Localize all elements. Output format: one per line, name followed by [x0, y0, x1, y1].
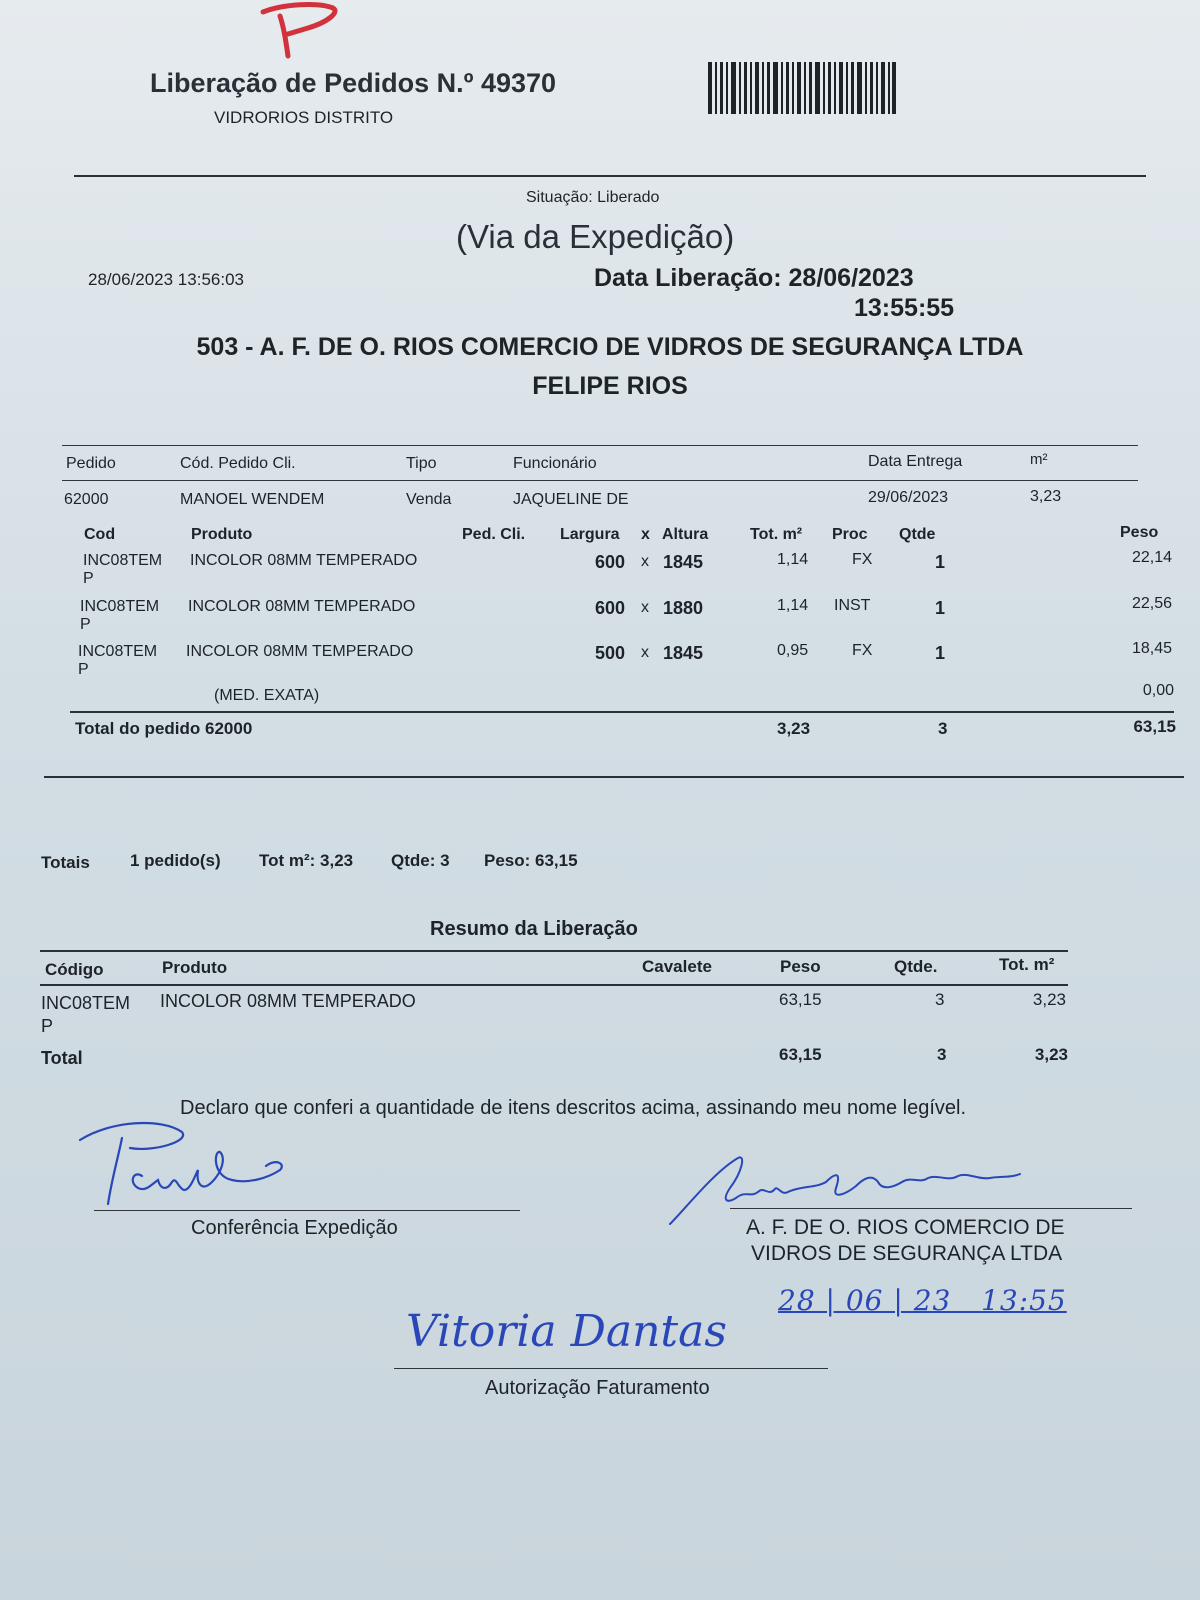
med-exata-label: (MED. EXATA) — [214, 687, 320, 704]
totals-tot-m2: Tot m²: 3,23 — [259, 851, 354, 870]
item-cod-cont: P — [78, 661, 89, 678]
summary-col-qtde: Qtde. — [894, 957, 938, 976]
order-pedido: 62000 — [64, 491, 109, 508]
via-label: (Via da Expedição) — [456, 218, 735, 255]
item-qtde: 1 — [935, 552, 946, 572]
company-line1: A. F. DE O. RIOS COMERCIO DE — [746, 1216, 1065, 1239]
item-proc: FX — [852, 642, 873, 659]
autorizacao-line — [394, 1368, 828, 1369]
summary-col-codigo: Código — [45, 960, 104, 979]
items-col-largura: Largura — [560, 526, 620, 543]
item-qtde: 1 — [935, 643, 946, 663]
barcode — [708, 62, 896, 114]
autorizacao-label: Autorização Faturamento — [485, 1377, 710, 1399]
summary-total-label: Total — [41, 1048, 83, 1068]
item-altura: 1845 — [663, 643, 704, 663]
client-name: 503 - A. F. DE O. RIOS COMERCIO DE VIDROS DE SEGURANÇA LTDA — [196, 333, 1024, 361]
summary-col-peso: Peso — [780, 957, 821, 976]
order-tipo: Venda — [406, 491, 452, 508]
totals-pedidos: 1 pedido(s) — [130, 851, 221, 870]
order-total-peso: 63,15 — [1133, 717, 1176, 736]
item-cod-cont: P — [80, 616, 91, 633]
summary-row-peso: 63,15 — [779, 990, 822, 1009]
summary-row-codigo: INC08TEM — [41, 993, 131, 1013]
order-table-top — [62, 445, 1138, 446]
items-col-qtde: Qtde — [899, 526, 936, 543]
item-tot-m2: 1,14 — [777, 597, 809, 614]
summary-total-tot-m2: 3,23 — [1034, 1045, 1068, 1064]
handwritten-name: Vitoria Dantas — [406, 1306, 727, 1357]
order-total-qtde: 3 — [938, 719, 948, 738]
items-col-produto: Produto — [191, 526, 253, 543]
item-largura: 600 — [595, 552, 626, 572]
section-divider — [44, 776, 1184, 778]
page-title: Liberação de Pedidos N.º 49370 — [150, 68, 557, 98]
summary-row-tot-m2: 3,23 — [1032, 990, 1066, 1009]
summary-col-produto: Produto — [162, 958, 228, 977]
item-cod-cont: P — [83, 570, 94, 587]
item-produto: INCOLOR 08MM TEMPERADO — [186, 643, 414, 660]
print-timestamp: 28/06/2023 13:56:03 — [88, 270, 244, 289]
conferencia-label: Conferência Expedição — [191, 1217, 398, 1239]
order-m2: 3,23 — [1030, 488, 1062, 505]
summary-row-codigo-cont: P — [41, 1016, 54, 1036]
summary-total-qtde: 3 — [937, 1045, 947, 1064]
item-proc: INST — [834, 597, 871, 614]
data-liberacao-time: 13:55:55 — [854, 294, 955, 322]
item-peso: 22,14 — [1131, 549, 1172, 566]
col-pedido: Pedido — [66, 455, 116, 472]
item-peso: 18,45 — [1131, 640, 1172, 657]
order-total-label: Total do pedido 62000 — [75, 719, 253, 738]
header-divider — [74, 175, 1146, 177]
item-largura: 600 — [595, 598, 626, 618]
col-funcionario: Funcionário — [513, 455, 597, 472]
corner-mark-glyph — [258, 0, 348, 60]
items-col-cod: Cod — [84, 526, 116, 543]
totals-qtde: Qtde: 3 — [391, 851, 450, 870]
totals-peso: Peso: 63,15 — [484, 851, 578, 870]
items-col-ped-cli: Ped. Cli. — [462, 526, 526, 543]
order-total-divider — [70, 711, 1174, 713]
item-tot-m2: 0,95 — [777, 642, 809, 659]
summary-top-line — [40, 950, 1068, 952]
item-x: x — [641, 644, 649, 661]
conferencia-signature — [72, 1118, 312, 1210]
item-altura: 1880 — [663, 598, 704, 618]
items-col-altura: Altura — [662, 526, 709, 543]
declaration: Declaro que conferi a quantidade de itens descritos acima, assinando meu nome legível. — [180, 1097, 967, 1119]
col-data-entrega: Data Entrega — [868, 453, 963, 470]
item-tot-m2: 1,14 — [777, 551, 809, 568]
items-col-x: x — [641, 526, 650, 543]
company-name: VIDRORIOS DISTRITO — [214, 108, 394, 127]
item-cod: INC08TEM — [78, 643, 158, 660]
company-signature-line — [730, 1208, 1132, 1209]
item-qtde: 1 — [935, 598, 946, 618]
items-col-tot-m2: Tot. m² — [750, 526, 803, 543]
col-tipo: Tipo — [406, 455, 437, 472]
summary-col-tot-m2: Tot. m² — [999, 955, 1055, 974]
items-col-proc: Proc — [832, 526, 868, 543]
item-produto: INCOLOR 08MM TEMPERADO — [190, 552, 418, 569]
col-cod-pedido-cli: Cód. Pedido Cli. — [180, 455, 296, 472]
situacao: Situação: Liberado — [526, 189, 660, 206]
client-contact: FELIPE RIOS — [532, 372, 688, 400]
order-header-underline — [62, 480, 1138, 481]
summary-header-underline — [40, 984, 1068, 986]
order-data-entrega: 29/06/2023 — [868, 489, 949, 506]
col-m2: m² — [1030, 451, 1048, 468]
order-funcionario: JAQUELINE DE — [513, 491, 629, 508]
med-exata-peso: 0,00 — [1142, 682, 1174, 699]
item-produto: INCOLOR 08MM TEMPERADO — [188, 598, 416, 615]
summary-total-peso: 63,15 — [779, 1045, 822, 1064]
summary-row-qtde: 3 — [935, 990, 945, 1009]
item-largura: 500 — [595, 643, 626, 663]
company-line2: VIDROS DE SEGURANÇA LTDA — [751, 1242, 1063, 1265]
item-altura: 1845 — [663, 552, 704, 572]
data-liberacao: Data Liberação: 28/06/2023 — [594, 264, 914, 292]
order-total-m2: 3,23 — [777, 719, 811, 738]
item-x: x — [641, 553, 649, 570]
totals-label: Totais — [41, 853, 90, 872]
items-col-peso: Peso — [1120, 524, 1159, 541]
item-cod: INC08TEM — [80, 598, 160, 615]
summary-row-produto: INCOLOR 08MM TEMPERADO — [160, 991, 416, 1011]
corner-mark — [258, 0, 348, 60]
item-cod: INC08TEM — [83, 552, 163, 569]
summary-title: Resumo da Liberação — [430, 918, 638, 940]
handwritten-date: 28 | 06 | 23 13:55 — [778, 1284, 1067, 1317]
item-proc: FX — [852, 551, 873, 568]
item-x: x — [641, 599, 649, 616]
item-peso: 22,56 — [1131, 595, 1172, 612]
conferencia-line — [94, 1210, 520, 1211]
order-cod-pedido-cli: MANOEL WENDEM — [180, 491, 325, 508]
summary-col-cavalete: Cavalete — [642, 957, 712, 976]
